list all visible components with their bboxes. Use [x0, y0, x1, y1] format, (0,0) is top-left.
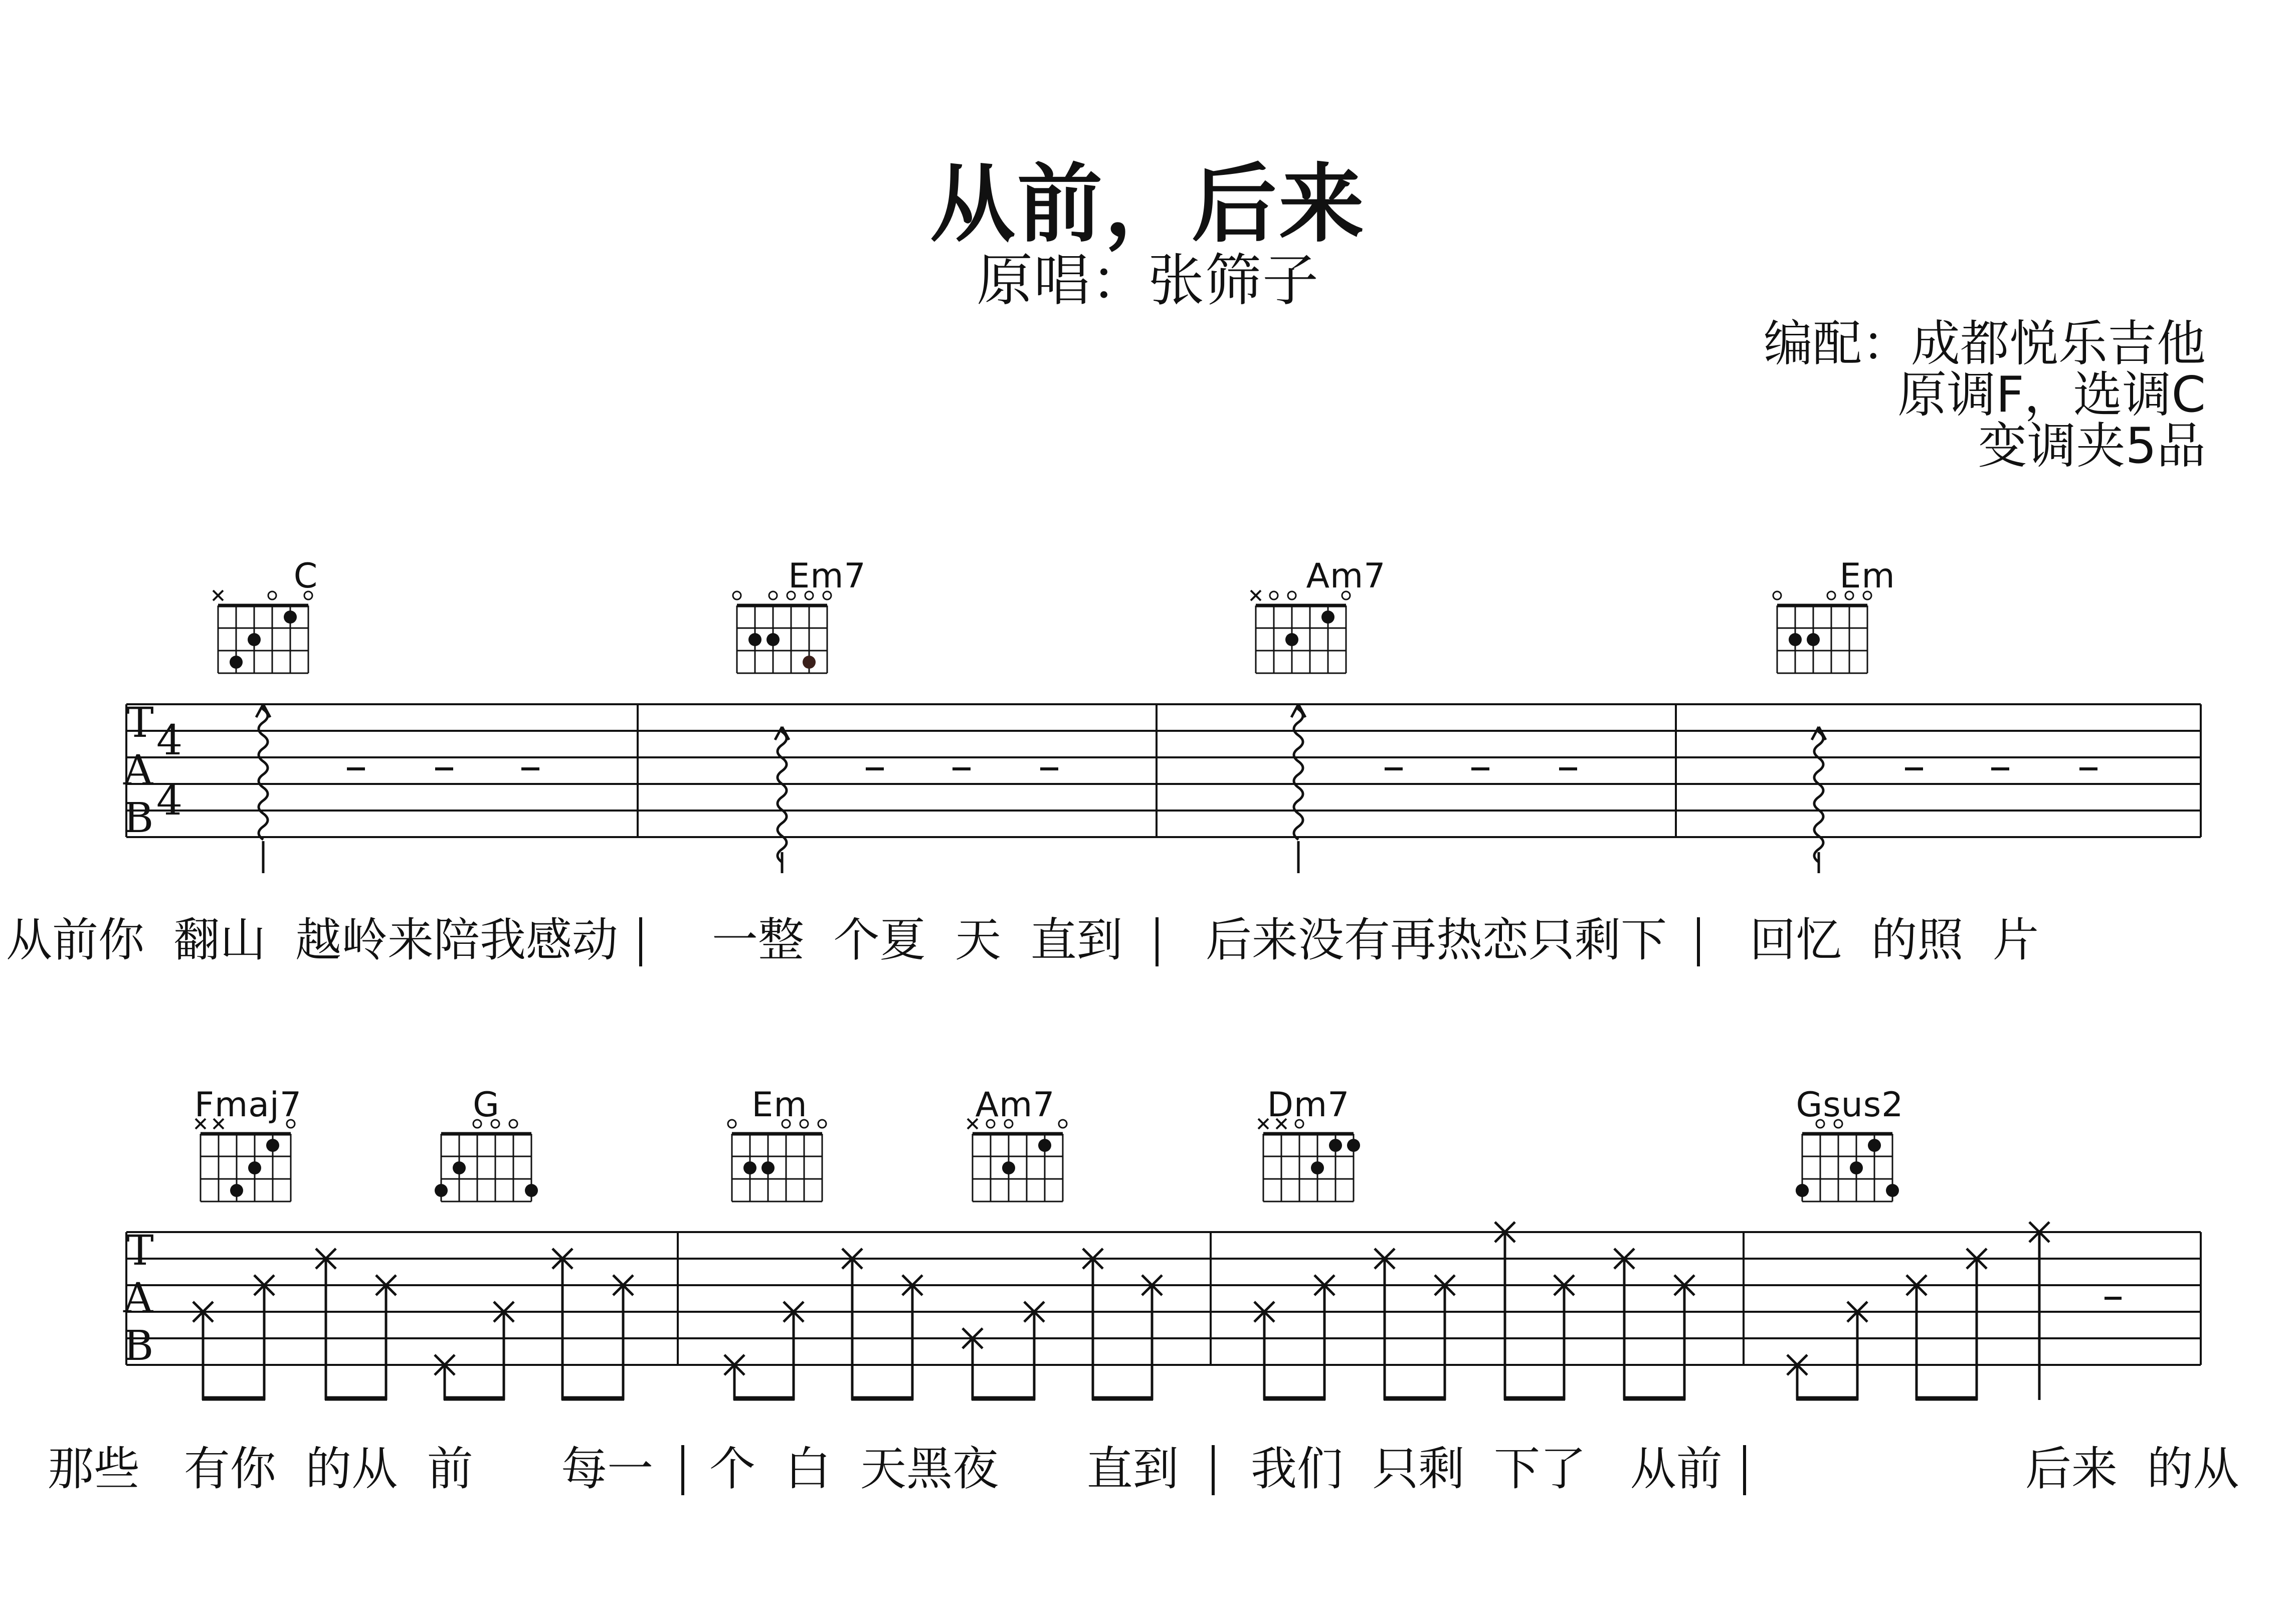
tab-staff-row1: [123, 699, 2201, 966]
chord-diagram-fmaj7: [196, 1119, 295, 1201]
tab-letter-b: B: [123, 794, 154, 842]
svg-text:T: T: [126, 1227, 154, 1275]
svg-text:A: A: [123, 1275, 153, 1322]
key-info: 原调F，选调C: [1897, 366, 2206, 424]
chord-name-c: C: [293, 556, 318, 596]
chord-name-am7: Am7: [1306, 556, 1386, 596]
chord-diagram-g: [435, 1120, 538, 1201]
chord-name-am7-2: Am7: [975, 1085, 1055, 1125]
chord-name-gsus2: Gsus2: [1796, 1085, 1904, 1125]
lyric-row2-bar3: 我们 只剩 下了 从前: [1251, 1442, 1723, 1496]
chord-name-em7: Em7: [788, 556, 866, 596]
time-sig-top: 4: [156, 717, 183, 764]
chord-diagram-am7-2: [968, 1119, 1067, 1201]
lyric-row2-bar1: 那些 有你 的从 前 每一: [48, 1442, 654, 1496]
tab-letter-a: A: [123, 747, 153, 794]
time-sig-bottom: 4: [156, 777, 183, 825]
chord-name-dm7: Dm7: [1267, 1085, 1350, 1125]
chord-diagram-em: [1773, 591, 1871, 673]
chord-diagram-c: [213, 590, 312, 673]
chord-diagram-am7: [1251, 590, 1350, 673]
chord-name-em: Em: [1839, 556, 1895, 596]
arranger: 编配：成都悦乐吉他: [1763, 315, 2206, 372]
lyric-row1-bar4: 回忆 的照 片: [1750, 913, 2039, 967]
chord-name-g: G: [473, 1085, 500, 1125]
chord-diagram-em7: [733, 591, 831, 673]
lyric-row1-bar2: 一整 个夏 天 直到: [712, 913, 1123, 967]
chord-name-fmaj7: Fmaj7: [194, 1085, 302, 1125]
lyric-row1-bar1: 从前你 翻山 越岭来陪我感动: [6, 913, 618, 967]
chord-diagram-dm7: [1258, 1119, 1360, 1201]
capo-info: 变调夹5品: [1978, 418, 2206, 475]
chord-name-em-2: Em: [751, 1085, 808, 1125]
chord-diagram-em-2: [728, 1120, 826, 1201]
lyric-row2-bar2: 个 白 天黑夜 直到: [709, 1442, 1179, 1496]
svg-text:B: B: [123, 1322, 154, 1370]
chord-diagram-gsus2: [1796, 1120, 1899, 1201]
original-singer: 原唱：张筛子: [977, 248, 1319, 313]
lyric-row2-bar4: 后来 的从: [2025, 1442, 2239, 1496]
tab-letter-t: T: [126, 699, 154, 747]
song-title: 从前，后来: [929, 155, 1366, 254]
tab-staff-row2: [123, 1222, 2201, 1495]
lyric-row1-bar3: 后来没有再热恋只剩下: [1206, 913, 1667, 967]
